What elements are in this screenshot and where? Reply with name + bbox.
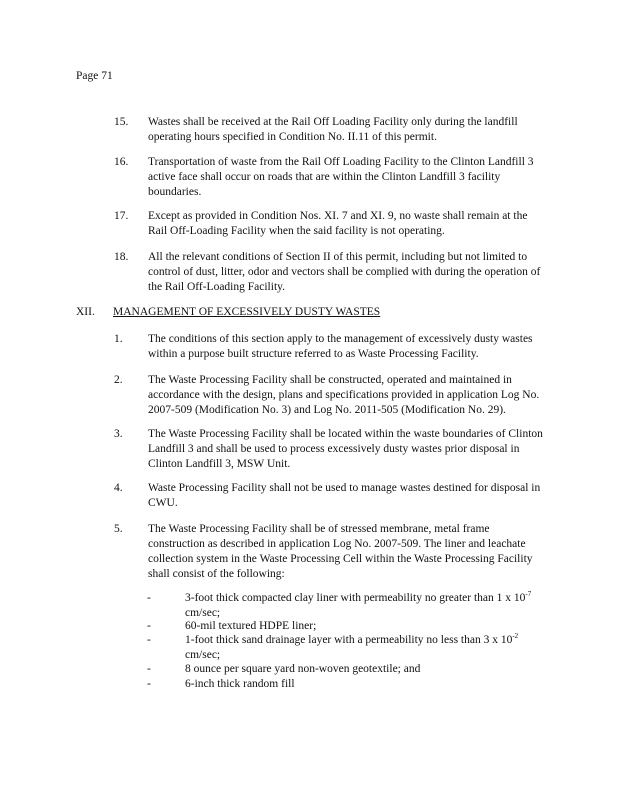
bullet-dash: -: [147, 663, 151, 675]
condition-number: 5.: [114, 523, 123, 535]
condition-number: 4.: [114, 482, 123, 494]
condition-text: The Waste Processing Facility shall be located within the waste boundaries of Clinton Landfill 3 and shall be used to process excessively dusty wastes prior disposal in Clinton Landfill 3, MSW Unit.: [148, 428, 543, 470]
condition-text: Transportation of waste from the Rail Off Loading Facility to the Clinton Landfill 3 active face shall occur on roads that are within the Clinton Landfill 3 facility boundaries.: [148, 156, 534, 198]
condition-number: 18.: [114, 251, 129, 263]
section-number: XII.: [76, 306, 95, 318]
bullet-dash: -: [147, 634, 151, 646]
liner-text: 3-foot thick compacted clay liner with permeability no greater than 1 x $10^{-7}$ cm/sec;: [185, 590, 532, 619]
condition-number: 15.: [114, 116, 129, 128]
condition-text: All the relevant conditions of Section II of this permit, including but not limited to control of dust, litter, odor and vectors shall be complied with during the operation of the Rail Off-Loading Facility.: [148, 251, 541, 293]
bullet-dash: -: [147, 592, 151, 604]
condition-text: Except as provided in Condition Nos. XI. 7 and XI. 9, no waste shall remain at the Rail Off-Loading Facility when the said facility is not operating.: [148, 210, 528, 237]
condition-number: 2.: [114, 374, 123, 386]
condition-number: 17.: [114, 210, 129, 222]
condition-number: 3.: [114, 428, 123, 440]
liner-text: 60-mil textured HDPE liner;: [185, 620, 317, 632]
condition-text: Wastes shall be received at the Rail Off Loading Facility only during the landfill operating hours specified in Condition No. II.11 of this permit.: [148, 116, 518, 143]
condition-number: 16.: [114, 156, 129, 168]
page-number: Page 71: [76, 70, 113, 82]
condition-text: The Waste Processing Facility shall be constructed, operated and maintained in accordance with the design, plans and specifications provided in application Log No. 2007-509 (Modification No. 3) and Log No. 2011-505 (Modification No. 29).: [148, 374, 540, 416]
liner-text: 8 ounce per square yard non-woven geotextile; and: [185, 663, 421, 675]
condition-text: Waste Processing Facility shall not be used to manage wastes destined for disposal in CWU.: [148, 482, 541, 509]
liner-text: 6-inch thick random fill: [185, 678, 295, 690]
bullet-dash: -: [147, 678, 151, 690]
condition-text: The Waste Processing Facility shall be of stressed membrane, metal frame construction as described in application Log No. 2007-509. The liner and leachate collection system in the Waste Processing Cell within the Waste Processing Facility shall consist of the following:: [148, 523, 533, 580]
condition-text: The conditions of this section apply to the management of excessively dusty wastes within a purpose built structure referred to as Waste Processing Facility.: [148, 333, 533, 360]
liner-text: 1-foot thick sand drainage layer with a permeability no less than 3 x $10^{-2}$ cm/sec;: [185, 632, 519, 661]
section-title: MANAGEMENT OF EXCESSIVELY DUSTY WASTES: [113, 306, 381, 318]
bullet-dash: -: [147, 620, 151, 632]
condition-number: 1.: [114, 333, 123, 345]
